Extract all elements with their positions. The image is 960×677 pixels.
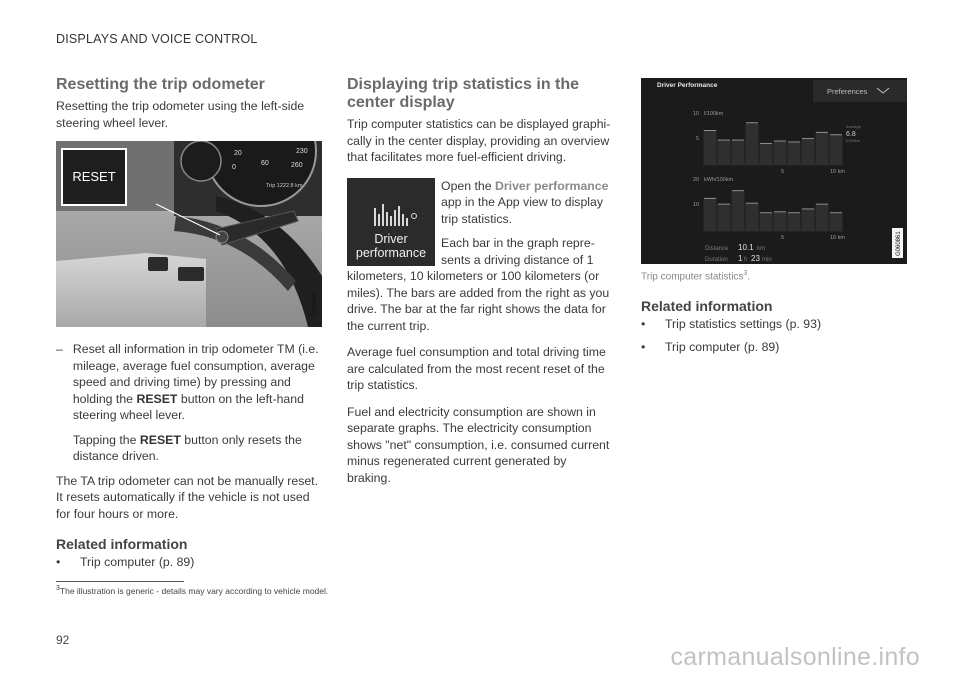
- app-name-bold: Driver performance: [495, 178, 609, 193]
- graph-bar: [760, 213, 773, 231]
- electricity-unit: kWh/100km: [704, 177, 734, 183]
- average-unit: l/100km: [846, 138, 861, 143]
- dial-number: 260: [291, 162, 303, 169]
- graph-bar: [746, 203, 759, 231]
- graph-bar: [718, 204, 731, 231]
- y-tick: 20: [693, 177, 700, 183]
- duration-label: Duration: [705, 257, 728, 263]
- app-icon-label: Driver performance: [355, 231, 427, 260]
- driver-performance-app-icon: [347, 178, 435, 266]
- odometer-readout: Trip 1222.8 km: [266, 183, 303, 189]
- x-tick: 5: [781, 169, 785, 175]
- dial-number: 0: [232, 164, 236, 171]
- duration-hours: 1: [738, 254, 743, 263]
- x-tick: 5: [781, 235, 785, 241]
- dial-number: 60: [261, 160, 269, 167]
- figure-code: G060861: [896, 231, 902, 256]
- reset-callout-label: RESET: [72, 169, 116, 184]
- reset-intro: Resetting the trip odometer using the left-side steering wheel lever.: [56, 99, 305, 130]
- graph-bar: [760, 143, 773, 165]
- graph-bar: [718, 140, 731, 165]
- average-label: Average: [846, 124, 861, 129]
- steering-lever-image: [56, 141, 322, 327]
- graph-bar: [788, 142, 801, 165]
- related-link-trip-computer[interactable]: [56, 554, 322, 571]
- y-tick: 10: [693, 202, 700, 208]
- graph-bar: [816, 132, 829, 165]
- middle-column: [347, 76, 613, 496]
- related-title-left: Related information: [56, 536, 188, 552]
- related-link-trip-statistics-settings[interactable]: [641, 316, 907, 333]
- bullet-icon: •: [641, 339, 646, 354]
- graph-bar: [816, 204, 829, 231]
- footnote: [56, 585, 328, 596]
- x-tick: 10 km: [830, 169, 845, 175]
- distance-label: Distance: [705, 246, 729, 252]
- figure-code: G061886: [312, 292, 318, 317]
- ta-note: The TA trip odometer can not be manually reset. It resets automatically if the vehicle is not used for four hours or more.: [56, 473, 319, 521]
- trip-stats-intro: Trip computer statistics can be displayed graphically in the center display, providing an overview that facilitates more fuel-efficient driving.: [347, 117, 611, 164]
- tap-text-end: button only resets the distance driven.: [72, 432, 302, 463]
- dash-marker: –: [56, 342, 63, 356]
- graph-bar: [704, 198, 717, 231]
- figure-caption: Trip computer statistics$^3$.: [641, 270, 751, 283]
- average-value: 6.8: [846, 131, 856, 138]
- graph-bar: [802, 209, 815, 231]
- preferences-label: Preferences: [827, 87, 868, 96]
- graph-bar: [746, 123, 759, 165]
- duration-minutes-unit: min: [762, 257, 772, 263]
- related-link-text[interactable]: Trip statistics settings (p. 93): [665, 317, 822, 332]
- step-text-end: button on the left-hand steering wheel lever.: [72, 391, 304, 422]
- bar-description: Each bar in the graph represents a driving distance of 1 kilometers, 10 kilometers or 100 kilometers (or miles). The bars are added from the right as you drive. The bar at the far right shows the data for the current trip.: [347, 236, 610, 333]
- distance-value: 10.1: [738, 243, 754, 252]
- bar-chart-icon: [347, 186, 435, 236]
- x-tick: 10 km: [830, 235, 845, 241]
- avg-consumption-text: Average fuel consumption and total driving time are calculated from the most recent reset of the trip statistics.: [347, 345, 606, 392]
- page-number: 92: [56, 633, 70, 647]
- distance-unit: km: [757, 246, 765, 252]
- dial-number: 20: [234, 150, 242, 157]
- electricity-text: Fuel and electricity consumption are shown in separate graphs. The electricity consumption shows "net" consumption, i.e. consumed current minus regenerated current generated by braking.: [347, 404, 610, 485]
- bullet-icon: •: [641, 317, 646, 332]
- graph-bar: [704, 130, 717, 165]
- graph-bar: [732, 140, 745, 165]
- dial-number: 230: [296, 148, 308, 155]
- watermark: carmanualsonline.info: [670, 643, 920, 671]
- tap-reset-bold: RESET: [139, 432, 181, 447]
- footnote-divider: [56, 581, 184, 582]
- section-title-reset: Resetting the trip odometer: [56, 76, 265, 93]
- running-header: DISPLAYS AND VOICE CONTROL: [56, 32, 258, 46]
- tap-text: Tapping the: [72, 432, 140, 447]
- footnote-text: The illustration is generic - details may vary according to vehicle model.: [59, 585, 329, 596]
- graph-bar: [788, 213, 801, 231]
- step-reset-bold: RESET: [136, 391, 178, 406]
- related-title-right: Related information: [641, 298, 773, 315]
- driver-performance-screen: [641, 78, 907, 264]
- footnote-number: 3: [56, 585, 60, 592]
- duration-hours-unit: h: [744, 257, 748, 263]
- graph-bar: [830, 213, 843, 231]
- graph-bar: [830, 135, 843, 165]
- caption-text: Trip computer statistics: [641, 271, 744, 283]
- graph-bar: [774, 212, 787, 231]
- y-tick: 5: [696, 136, 700, 142]
- reset-button: [216, 231, 228, 243]
- y-tick: 10: [693, 111, 700, 117]
- graph-bar: [802, 139, 815, 165]
- related-link-text[interactable]: Trip computer (p. 89): [80, 555, 195, 569]
- screen-title: Driver Performance: [657, 82, 718, 89]
- duration-minutes: 23: [751, 254, 760, 263]
- graph-bar: [732, 191, 745, 231]
- related-link-trip-computer[interactable]: [641, 339, 907, 356]
- right-column: [641, 78, 907, 361]
- bullet-icon: •: [56, 555, 61, 569]
- step-text: Reset all information in trip odometer TM (i.e. mileage, average fuel consumption, average speed and driving time) by pressing and holding the: [72, 342, 319, 406]
- caption-footnote-ref: 3: [743, 270, 748, 277]
- graph-bar: [774, 141, 787, 165]
- related-link-text[interactable]: Trip computer (p. 89): [665, 339, 780, 354]
- left-column: [56, 76, 322, 577]
- fuel-unit: l/100km: [704, 111, 724, 117]
- section-title-trip-stats: Displaying trip statistics in the center display: [347, 76, 580, 111]
- reset-step: [56, 341, 322, 473]
- open-text: Open the: [441, 178, 496, 193]
- open-text-end: app in the App view to display trip statistics.: [441, 195, 604, 226]
